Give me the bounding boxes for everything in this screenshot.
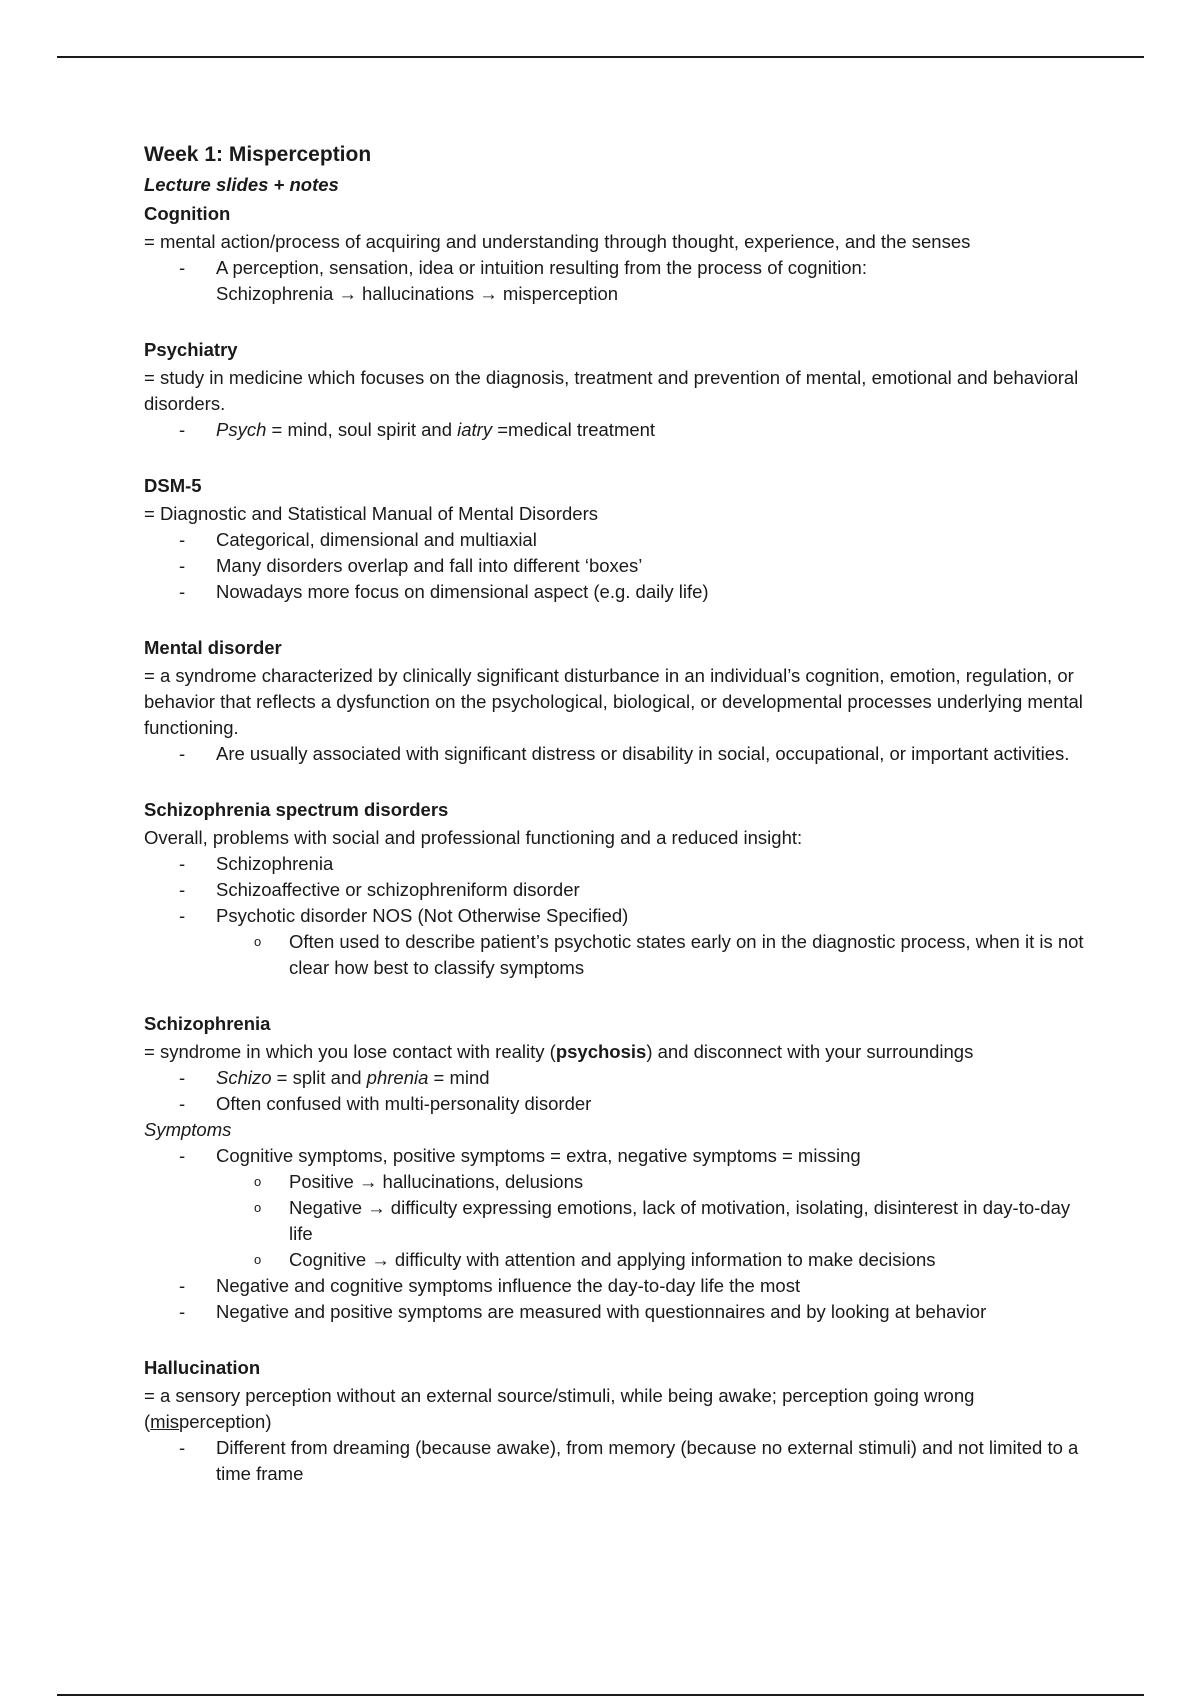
heading-cognition: Cognition: [144, 203, 231, 224]
list-item: [144, 527, 1084, 553]
psychiatry-definition: = study in medicine which focuses on the diagnosis, treatment and prevention of mental, emotional and behavioral disorders.: [144, 367, 1079, 414]
bottom-rule: [57, 1694, 1144, 1696]
heading-hallucination: Hallucination: [144, 1357, 261, 1378]
mental-disorder-bullet: Are usually associated with significant distress or disability in social, occupational, or important activities.: [216, 743, 1070, 764]
list-item: [144, 1247, 1084, 1273]
spectrum-bullet: Schizoaffective or schizophreniform disorder: [216, 879, 580, 900]
page-title: Week 1: Misperception: [144, 143, 372, 166]
hallucination-bullet: Different from dreaming (because awake), from memory (because no external stimuli) and not limited to a time frame: [216, 1437, 1079, 1484]
heading-psychiatry: Psychiatry: [144, 339, 238, 360]
cognition-definition: = mental action/process of acquiring and understanding through thought, experience, and the senses: [144, 231, 971, 252]
list-item: [144, 553, 1084, 579]
circle-bullet: o: [254, 934, 262, 949]
list-item: [144, 1435, 1084, 1487]
cognition-bullet-line1: A perception, sensation, idea or intuition resulting from the process of cognition:: [216, 257, 867, 278]
dash-bullet: -: [179, 853, 186, 874]
list-item: [144, 255, 1084, 307]
text: =medical treatment: [492, 419, 656, 440]
list-item: [144, 1091, 1084, 1117]
cognition-bullet-line2: Schizophrenia → hallucinations → misperception: [216, 283, 619, 304]
top-rule: [57, 56, 1144, 58]
schizophrenia-definition: [144, 1039, 1084, 1065]
dash-bullet: -: [179, 1093, 186, 1114]
term-iatry: iatry: [457, 419, 493, 440]
mental-disorder-definition: = a syndrome characterized by clinically significant disturbance in an individual’s cognition, emotion, regulation, or behavior that reflects a dysfunction on the psychological, biological, or developmental processes underlying mental functioning.: [144, 665, 1083, 738]
symptoms-sub-bullet: Cognitive → difficulty with attention and applying information to make decisions: [289, 1249, 936, 1270]
list-item: [144, 1065, 1084, 1091]
symptoms-label: Symptoms: [144, 1119, 232, 1140]
dash-bullet: -: [179, 529, 186, 550]
circle-bullet: o: [254, 1200, 262, 1215]
heading-spectrum: Schizophrenia spectrum disorders: [144, 799, 449, 820]
text: = mind, soul spirit and: [266, 419, 458, 440]
list-item: [144, 1195, 1084, 1247]
dash-bullet: -: [179, 1145, 186, 1166]
heading-schizophrenia: Schizophrenia: [144, 1013, 271, 1034]
term-phrenia: phrenia: [366, 1067, 429, 1088]
dash-bullet: -: [179, 257, 186, 278]
dash-bullet: -: [179, 1301, 186, 1322]
symptoms-bullet: Negative and positive symptoms are measured with questionnaires and by looking at behavior: [216, 1301, 987, 1322]
symptoms-sub-bullet: Positive → hallucinations, delusions: [289, 1171, 584, 1192]
text: = mind: [428, 1067, 490, 1088]
list-item: [144, 1299, 1084, 1325]
heading-mental-disorder: Mental disorder: [144, 637, 282, 658]
page-subtitle: Lecture slides + notes: [144, 174, 339, 195]
text: = syndrome in which you lose contact with reality (: [144, 1041, 556, 1062]
text: perception): [178, 1411, 272, 1432]
list-item: [144, 903, 1084, 929]
dash-bullet: -: [179, 1437, 186, 1458]
list-item: [144, 877, 1084, 903]
term-schizo: Schizo: [216, 1067, 272, 1088]
notes-page: [144, 139, 1084, 1487]
list-item: [144, 579, 1084, 605]
symptoms-bullet: Negative and cognitive symptoms influence the day-to-day life the most: [216, 1275, 801, 1296]
term-psychosis: psychosis: [555, 1041, 647, 1062]
hallucination-definition: [144, 1383, 1084, 1435]
dash-bullet: -: [179, 879, 186, 900]
circle-bullet: o: [254, 1252, 262, 1267]
dsm5-bullet: Categorical, dimensional and multiaxial: [216, 529, 537, 550]
list-item: [144, 741, 1084, 767]
spectrum-bullet: Psychotic disorder NOS (Not Otherwise Specified): [216, 905, 629, 926]
symptoms-bullet: Cognitive symptoms, positive symptoms = extra, negative symptoms = missing: [216, 1145, 861, 1166]
circle-bullet: o: [254, 1174, 262, 1189]
list-item: [144, 1169, 1084, 1195]
dsm5-definition: = Diagnostic and Statistical Manual of Mental Disorders: [144, 503, 598, 524]
dsm5-bullet: Many disorders overlap and fall into different ‘boxes’: [216, 555, 643, 576]
text: = a sensory perception without an external source/stimuli, while being awake; perception going wrong (: [144, 1385, 975, 1432]
schizophrenia-bullet: Often confused with multi-personality disorder: [216, 1093, 592, 1114]
dash-bullet: -: [179, 743, 186, 764]
spectrum-intro: Overall, problems with social and professional functioning and a reduced insight:: [144, 827, 803, 848]
list-item: [144, 417, 1084, 443]
list-item: [144, 1143, 1084, 1169]
list-item: [144, 851, 1084, 877]
heading-dsm5: DSM-5: [144, 475, 202, 496]
list-item: [144, 929, 1084, 981]
underlined-prefix: mis: [150, 1411, 179, 1432]
dash-bullet: -: [179, 419, 186, 440]
dash-bullet: -: [179, 1275, 186, 1296]
spectrum-bullet: Schizophrenia: [216, 853, 334, 874]
dash-bullet: -: [179, 905, 186, 926]
dash-bullet: -: [179, 555, 186, 576]
text: ) and disconnect with your surroundings: [646, 1041, 974, 1062]
term-psych: Psych: [216, 419, 267, 440]
list-item: [144, 1273, 1084, 1299]
dash-bullet: -: [179, 1067, 186, 1088]
symptoms-sub-bullet: Negative → difficulty expressing emotions, lack of motivation, isolating, disinterest in day-to-day life: [289, 1197, 1071, 1244]
dsm5-bullet: Nowadays more focus on dimensional aspect (e.g. daily life): [216, 581, 709, 602]
text: = split and: [271, 1067, 367, 1088]
spectrum-sub-bullet: Often used to describe patient’s psychotic states early on in the diagnostic process, when it is not clear how best to classify symptoms: [289, 931, 1084, 978]
dash-bullet: -: [179, 581, 186, 602]
